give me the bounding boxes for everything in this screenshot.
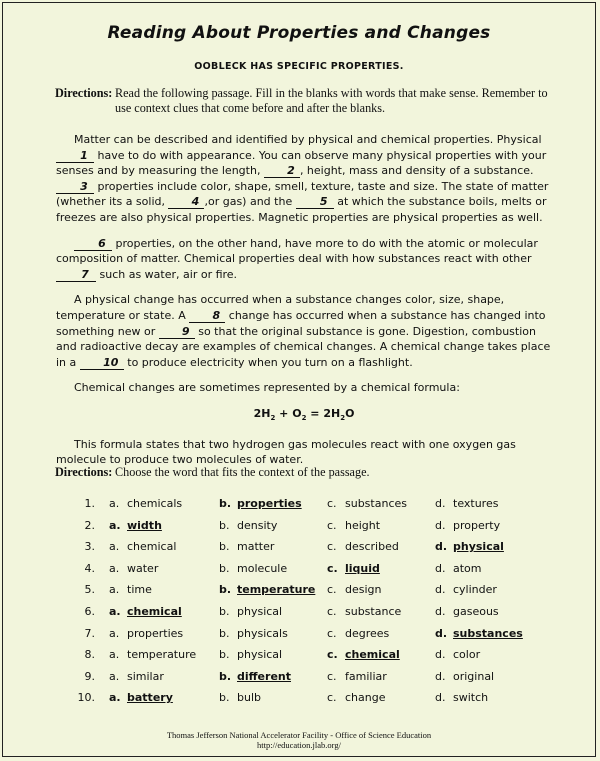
blank-10: 10	[80, 357, 124, 370]
answer-option: d. gaseous	[435, 604, 499, 618]
question-number: 6.	[84, 604, 95, 618]
answer-option-correct: a. chemical	[109, 604, 182, 618]
question-number: 9.	[84, 669, 95, 683]
footer-organization: Thomas Jefferson National Accelerator Facility - Office of Science Education	[166, 730, 432, 740]
answer-choices	[63, 497, 543, 713]
answer-option: b. physical	[219, 604, 283, 618]
question-number: 2.	[84, 518, 95, 532]
question-number: 4.	[84, 561, 95, 575]
blank-6: 6	[74, 238, 112, 251]
answer-option-correct: d. physical	[435, 540, 504, 554]
blank-5: 5	[296, 196, 334, 209]
question-row	[63, 497, 543, 519]
question-row	[63, 583, 543, 605]
footer-url: http://education.jlab.org/	[257, 740, 341, 750]
answer-option-correct: c. chemical	[327, 648, 400, 662]
answer-option: a. time	[109, 583, 152, 597]
answer-option: d. atom	[435, 561, 482, 575]
answer-option-correct: a. battery	[109, 691, 173, 705]
answer-option: a. properties	[109, 626, 184, 640]
blank-7: 7	[56, 269, 96, 282]
answer-option: b. molecule	[219, 561, 288, 575]
answer-option: d. cylinder	[435, 583, 497, 597]
answer-option: c. described	[327, 540, 399, 554]
answer-option: c. degrees	[327, 626, 390, 640]
answer-option: c. height	[327, 518, 381, 532]
answer-option-correct: a. width	[109, 518, 162, 532]
question-row	[63, 562, 543, 584]
blank-3: 3	[56, 181, 94, 194]
answer-option: d. switch	[435, 691, 489, 705]
answer-option: a. similar	[109, 669, 164, 683]
passage-paragraph: A physical change has occurred when a substance changes color, size, shape, temperature or state. A 8 change has occurred when a substance has changed into something new or 9 so that the original substance is gone. Digestion, combustion and radioactive decay are examples of chemical changes. A chemical change takes place in a 10 to produce electricity when you turn on a flashlight.	[56, 293, 551, 369]
question-number: 8.	[84, 648, 95, 662]
answer-option: a. temperature	[109, 648, 197, 662]
answer-option-correct: b. properties	[219, 497, 302, 510]
blank-1: 1	[56, 150, 94, 163]
answer-option: d. textures	[435, 497, 499, 510]
directions-text: Choose the word that fits the context of the passage.	[115, 465, 370, 479]
answer-option-correct: b. different	[219, 669, 291, 683]
directions-text: Read the following passage. Fill in the blanks with words that make sense. Remember to use context clues that come before and after the blanks.	[115, 86, 548, 115]
answer-option: c. design	[327, 583, 382, 597]
passage-paragraph: Matter can be described and identified by physical and chemical properties. Physical 1 have to do with appearance. You can observe many physical properties with your senses and by measuring the length, 2 , height, mass and density of a substance. 3 properties include color, shape, smell, texture, taste and size. The state of matter (whether its a solid, 4 ,or gas) and the 5 at which the substance boils, melts or freezes are also physical properties. Magnetic properties are physical properties as well.	[56, 133, 549, 224]
answer-option: b. physical	[219, 648, 283, 662]
passage-paragraph: 6 properties, on the other hand, have more to do with the atomic or molecular composition of matter. Chemical properties deal with how substances react with other 7 such as water, air or fire.	[56, 236, 538, 281]
directions-label: Directions:	[55, 86, 113, 100]
answer-option: d. original	[435, 669, 495, 683]
worksheet-page	[2, 2, 596, 757]
directions-multiple-choice	[55, 465, 555, 480]
answer-option-correct: c. liquid	[327, 561, 380, 575]
question-number: 3.	[84, 540, 95, 554]
passage-paragraph: Chemical changes are sometimes represented by a chemical formula:	[74, 381, 460, 395]
reading-passage	[56, 132, 552, 478]
directions-fill-in	[55, 86, 555, 116]
chemical-formula: $2H_2 + O_2 = 2H_2O$	[253, 406, 355, 423]
answer-option: b. physicals	[219, 626, 288, 640]
answer-option-correct: d. substances	[435, 626, 523, 640]
answer-option: a. chemicals	[109, 497, 183, 510]
page-subtitle: OOBLECK HAS SPECIFIC PROPERTIES.	[194, 61, 404, 72]
question-row	[63, 648, 543, 670]
page-footer	[3, 730, 595, 750]
answer-option: b. density	[219, 518, 278, 532]
question-number: 5.	[84, 583, 95, 597]
question-number: 7.	[84, 626, 95, 640]
question-row	[63, 670, 543, 692]
answer-option: a. water	[109, 561, 159, 575]
answer-option: c. substance	[327, 604, 402, 618]
question-number: 10.	[77, 691, 95, 705]
answer-option-correct: b. temperature	[219, 583, 316, 597]
answer-option: d. property	[435, 518, 501, 532]
question-row	[63, 605, 543, 627]
answer-option: a. chemical	[109, 540, 177, 554]
blank-4: 4	[168, 196, 204, 209]
answer-option: b. bulb	[219, 691, 261, 705]
blank-9: 9	[159, 326, 195, 339]
question-row	[63, 519, 543, 541]
answer-option: d. color	[435, 648, 481, 662]
answer-option: b. matter	[219, 540, 275, 554]
blank-2: 2	[264, 165, 300, 178]
answer-option: c. change	[327, 691, 386, 705]
answer-option: c. familiar	[327, 669, 387, 683]
question-row	[63, 540, 543, 562]
question-row	[63, 627, 543, 649]
question-number: 1.	[84, 497, 95, 510]
blank-8: 8	[189, 310, 225, 323]
question-row	[63, 691, 543, 713]
directions-label: Directions:	[55, 465, 113, 479]
passage-paragraph: This formula states that two hydrogen gas molecules react with one oxygen gas molecule to produce two molecules of water.	[56, 437, 516, 467]
answer-option: c. substances	[327, 497, 407, 510]
page-title: Reading About Properties and Changes	[107, 23, 491, 43]
